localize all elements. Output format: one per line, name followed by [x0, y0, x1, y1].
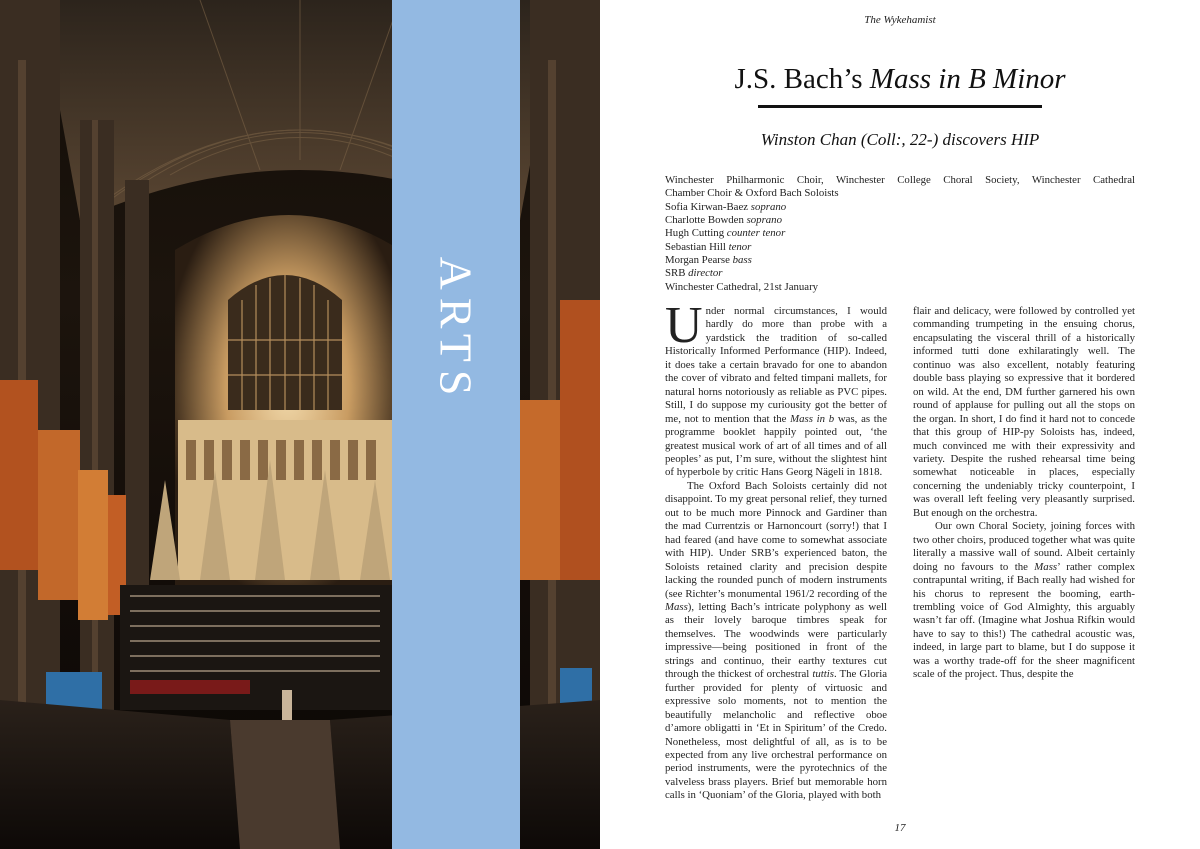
article-title [680, 60, 1120, 98]
body-column-1 [665, 297, 887, 803]
performer-name: Charlotte Bowden [665, 214, 744, 227]
body-paragraph-2 [665, 480, 887, 803]
audience-left [0, 700, 240, 849]
performer-line [665, 214, 1135, 227]
performer-line [665, 227, 1135, 240]
performer-name: Sebastian Hill [665, 240, 726, 253]
title-rule [758, 105, 1042, 108]
venue-date: Winchester Cathedral, 21st January [665, 280, 819, 293]
running-head: The Wykehamist [864, 14, 936, 26]
arts-band [392, 0, 520, 849]
ensembles-line-2: Chamber Choir & Oxford Bach Soloists [665, 187, 839, 200]
performer-line [665, 254, 1135, 267]
text-run-italic: tuttis [812, 668, 834, 681]
ensembles-line-1: Winchester Philharmonic Choir, Winchester College Choral Society, Winchester Cathedral [665, 174, 1135, 186]
performer-role: bass [732, 254, 752, 267]
video-screen-left [46, 672, 102, 710]
title-main: J.S. Bach’s [734, 63, 870, 95]
concert-credits [665, 174, 1135, 294]
title-italic: Mass in B Minor [869, 63, 1066, 95]
body-paragraph-3 [913, 520, 1135, 681]
performer-name: Sofia Kirwan-Baez [665, 200, 749, 213]
page-number: 17 [894, 822, 906, 834]
performer-line [665, 201, 1135, 214]
text-run: The Oxford Bach Soloists certainly did not disappoint. To my great personal relief, they turned out to be much more Pinnock and Gardiner than the mad Currentzis or Harnoncourt (sorry!) that I had feared (and have come to somewhat associate with HIP). Under SRB’s experienced baton, the Soloists retained clarity and precision despite lacking the rounded punch of modern instruments (see Richter’s monumental 1961/2 recording of the [665, 479, 887, 600]
performer-role: tenor [728, 240, 752, 253]
text-run: . The Gloria further provided for plenty of virtuosic and expressive solo moments, not to mention the beautifully melancholic and reflective oboe d’amore obligatti in ‘Et in Spiritum’ of the Credo. Nonetheless, most delightful of all, as is to be expected from any live orchestral performance on period instruments, were the pyrotechnics of the valveless brass players. Brief but memorable horn calls in ‘Quoniam’ of the Gloria, played with both [665, 668, 887, 802]
body-paragraph-2-continued: flair and delicacy, were followed by controlled yet commanding trumpeting in the ensuing chorus, encapsulating the visceral thrill of a historically informed tutti done exhilaratingly well. The continuo was also excellent, notably featuring double bass playing so expressive that it bordered on wild. At the end, DM further garnered his own round of applause for pulling out all the stops on the organ. In short, I do find it hard not to concede that this group of HIP-py Soloists has, indeed, much convinced me with their expressivity and variety. Despite the rushed rehearsal time being somewhat noticeable in places, especially concerning the undeniably tricky counterpoint, I was overall left feeling very pleasantly surprised. But enough on the orchestra. [913, 305, 1135, 519]
text-run: nder normal circumstances, I would hardly do more than probe with a yardstick the tradition of so-called Historically Informed Performance (HIP). Indeed, it does take a certain bravado for one to abandon the cover of vibrato and felted timpani mallets, for natural horns notoriously as reliable as PVC pipes. Still, I do suppose my curiousity got the better of me, not to mention that the [665, 305, 887, 425]
article-subtitle: Winston Chan (Coll:, 22-) discovers HIP [760, 130, 1040, 149]
body-paragraph-1 [665, 297, 887, 480]
text-run: ), letting Bach’s intricate polyphony as well as their lovely baroque timbres speak for themselves. The woodwinds were particularly impressive—being positioned in front of the strings and continuo, their earthy textures cut through the thickest of orchestral [665, 600, 887, 681]
performer-line [665, 241, 1135, 254]
body-column-2 [913, 305, 1135, 682]
text-run-italic: Mass [1034, 560, 1058, 573]
text-run: was, as the programme booklet happily pointed out, ‘the greatest musical work of art of all times and of all peoples’ as put, I’m sure, without the slightest hint of hyperbole by critic Hans Georg Nägeli in 1818. [665, 412, 887, 479]
text-run: Our own Choral Society, joining forces with two other choirs, produced together what was quite literally a massive wall of sound. Albeit certainly doing no favours to the [913, 520, 1135, 573]
text-run-italic: Mass in b [790, 412, 835, 425]
aisle [230, 720, 340, 849]
drop-cap: U [665, 297, 703, 354]
performer-role: director [688, 267, 723, 280]
performer-name: SRB [665, 267, 686, 280]
text-run: ’ rather complex contrapuntal writing, if Bach really had wished for his chorus to represent the booming, earth-trembling voice of God Almighty, this arguably wasn’t far off. (Imagine what Joshua Rifkin would have to say to this!) The cathedral acoustic was, indeed, in large part to blame, but I do suppose it was a worthy trade-off for the sheer magnificent scale of the project. Thus, despite the [913, 560, 1136, 681]
performer-role: soprano [750, 200, 787, 213]
performer-line [665, 267, 1135, 280]
performer-name: Morgan Pearse [665, 254, 730, 267]
text-run-italic: Mass [665, 600, 688, 613]
performer-role: counter tenor [726, 227, 786, 240]
performer-role: soprano [746, 214, 782, 227]
arts-section-label: ARTS [430, 256, 482, 404]
performer-name: Hugh Cutting [665, 227, 725, 240]
